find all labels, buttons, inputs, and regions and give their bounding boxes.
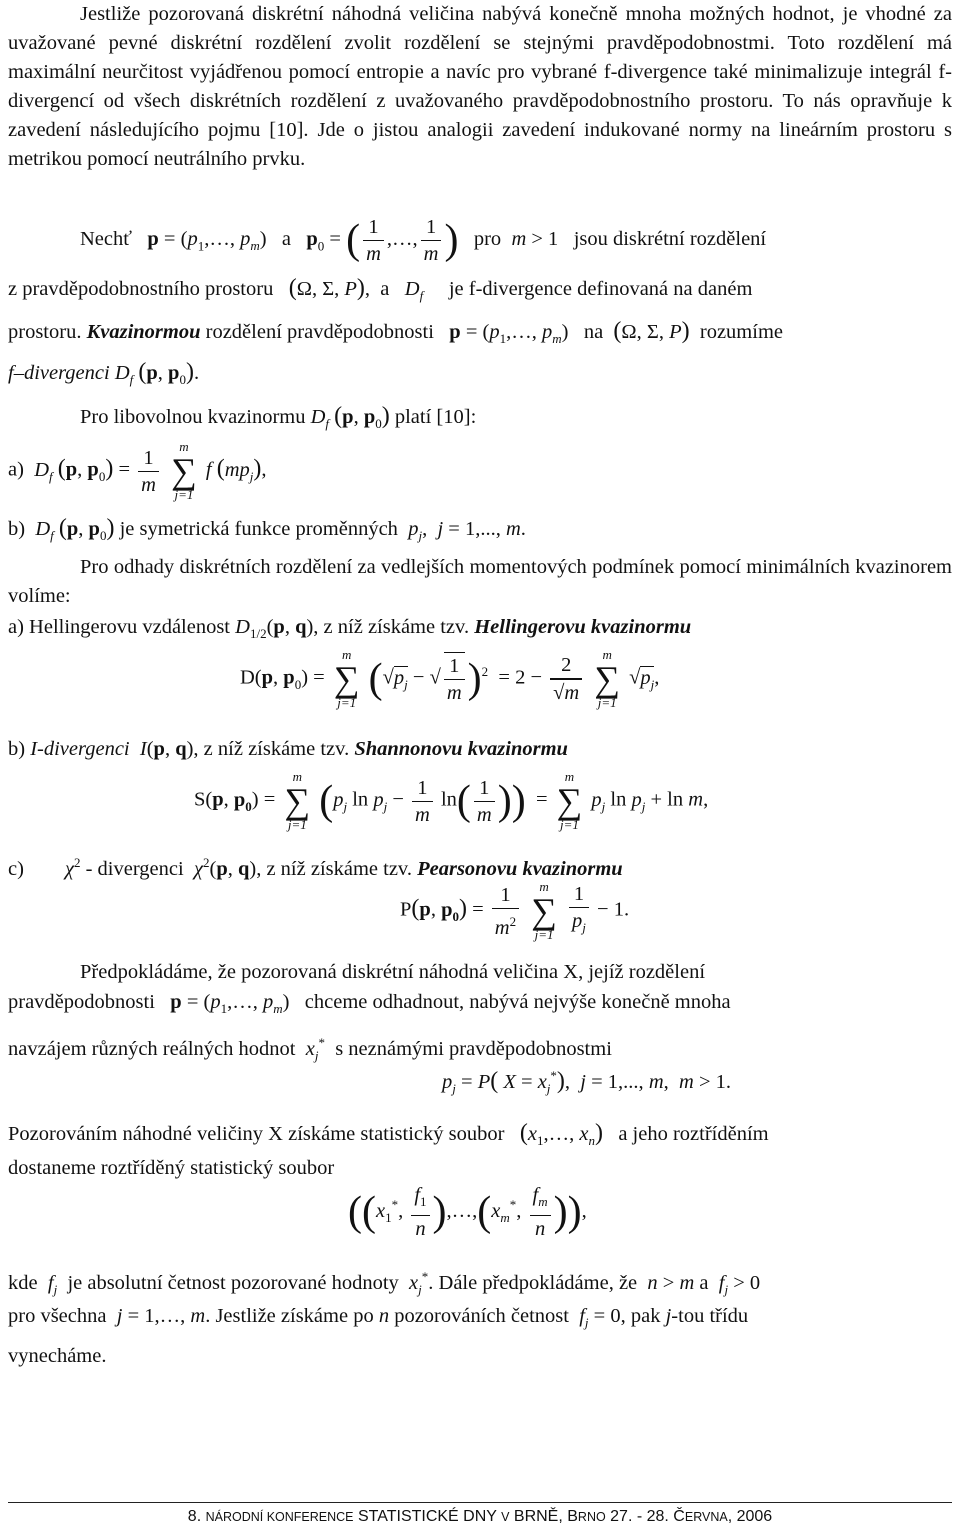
property-b: b) $D_f$ (p, $p_0$) je symetrická funkce proměnných $p_j$, j = 1,..., m. — [8, 515, 526, 544]
paragraph-observe-1: Pozorováním náhodné veličiny X získáme statistický soubor ($x_1,\dots$, $x_n$) a jeho roztříděním — [8, 1120, 769, 1149]
paragraph-kde: kde $f_j$ je absolutní četnost pozorované hodnoty $x_j^*$. Dále předpokládáme, že n > m a $f_j > 0$ — [8, 1269, 761, 1297]
pearson-equation: P(p, $p_0$) = $\frac{1}{m^2}$ m ∑ j=1 $\frac{1}{p_j}$ − 1. — [400, 879, 630, 942]
paragraph-estimates: Pro odhady diskrétních rozdělení za vedlejších momentových podmínek pomocí minimálních kvazinorem volíme: — [8, 556, 952, 607]
paragraph-vynech: vynecháme. — [8, 1345, 107, 1367]
definition-line-2: z pravděpodobnostního prostoru (Ω, Σ, P), a $D_f$ je f-divergence definovaná na daném — [8, 275, 753, 304]
paragraph-vsechna: pro všechna j = 1,…, m. Jestliže získáme po n pozorováních četnost $f_j = 0$, pak j-tou třídu — [8, 1305, 749, 1331]
hellinger-line: a) Hellingerovu vzdálenost $D_{1/2}(p$, q), z níž získáme tzv. Hellingerovu kvazinormu — [8, 616, 692, 642]
hellinger-equation: D(p, $p_0$) = m ∑ j=1 ($√p_j$ − √ $\frac{1}{m}$ )$^2$ = 2 − $\frac{2}{√m}$ m ∑ j=1 $√p_j$, — [240, 647, 660, 710]
shannon-equation: S(p, $p_0$) = m ∑ j=1 ($p_j$ $\ln p_j$ − $\frac{1}{m}$ ln( $\frac{1}{m}$ )) = m ∑ j=1 $p_j$ $\ln p_j + \ln m$, — [194, 769, 709, 832]
paragraph-assume-2: pravděpodobnosti $p = (p_1,\dots$, $p_m$) chceme odhadnout, nabývá nejvýše konečně mnoha — [8, 991, 731, 1017]
paragraph-assume-3: navzájem různých reálných hodnot $x_j^*$ s neznámými pravděpodobnostmi — [8, 1035, 612, 1063]
chi-line: c) $\chi^2$ - divergenci $\chi^2(p$, q), z níž získáme tzv. Pearsonovu kvazinormu — [8, 855, 623, 880]
paragraph-assume-1: Předpokládáme, že pozorovaná diskrétní náhodná veličina X, jejíž rozdělení — [80, 961, 706, 983]
paragraph-observe-2: dostaneme roztříděný statistický soubor — [8, 1157, 335, 1179]
footer-rule — [8, 1502, 952, 1503]
definition-line-4: f–divergenci $D_f$ (p, $p_0$). — [8, 359, 200, 388]
property-a: a) $D_f$ (p, $p_0$) = $\frac{1}{m}$ m ∑ j=1 f $(mp_j)$, — [8, 439, 267, 502]
definition-line-3: prostoru. Kvazinormou rozdělení pravděpodobnosti $p = (p_1,\dots$, $p_m$) na (Ω, Σ, P) rozumíme — [8, 318, 783, 347]
definition-line-1: Nechť $p = (p_1,\dots$, $p_m$) a $p_0$ = ( $\frac{1}{m}$ ,…, $\frac{1}{m}$ ) pro m > 1 jsou diskrétní rozdělení — [80, 216, 767, 265]
page-footer: 8. NÁRODNÍ KONFERENCE STATISTICKÉ DNY V BRNĚ, BRNO 27. - 28. ČERVNA, 2006 — [187, 1508, 773, 1525]
idivergence-line: b) I-divergenci I(p, q), z níž získáme tzv. Shannonovu kvazinormu — [8, 738, 568, 760]
sorted-sample-equation: (($x_1^*$, $\frac{f_1}{n}$ )$,\dots,(x_m^*$, $\frac{f_m}{n}$ )), — [348, 1184, 587, 1241]
paragraph-intro: Jestliže pozorovaná diskrétní náhodná veličina nabývá konečně mnoha možných hodnot, je vhodné za uvažované pevné diskrétní rozdělení zvolit rozdělení se stejnými pravděpodobnostmi. Toto rozdělení má maximální neurčitost vyjádřenou pomocí entropie a navíc pro vybrané f-divergence také minimalizuje integrál f-divergencí od všech diskrétních rozdělení z uvažovaného pravděpodobnostního prostoru. To nás opravňuje k zavedení následujícího pojmu [10]. Jde o jistou analogii zavedení indukované normy na lineárním prostoru s metrikou pomocí neutrálního prvku. — [8, 3, 952, 170]
property-intro: Pro libovolnou kvazinormu $D_f$ (p, $p_0$) platí [10]: — [80, 403, 477, 432]
probability-equation: $p_j = P$( $X = x_j^*$), j = 1,..., m, m > 1. — [442, 1068, 731, 1097]
